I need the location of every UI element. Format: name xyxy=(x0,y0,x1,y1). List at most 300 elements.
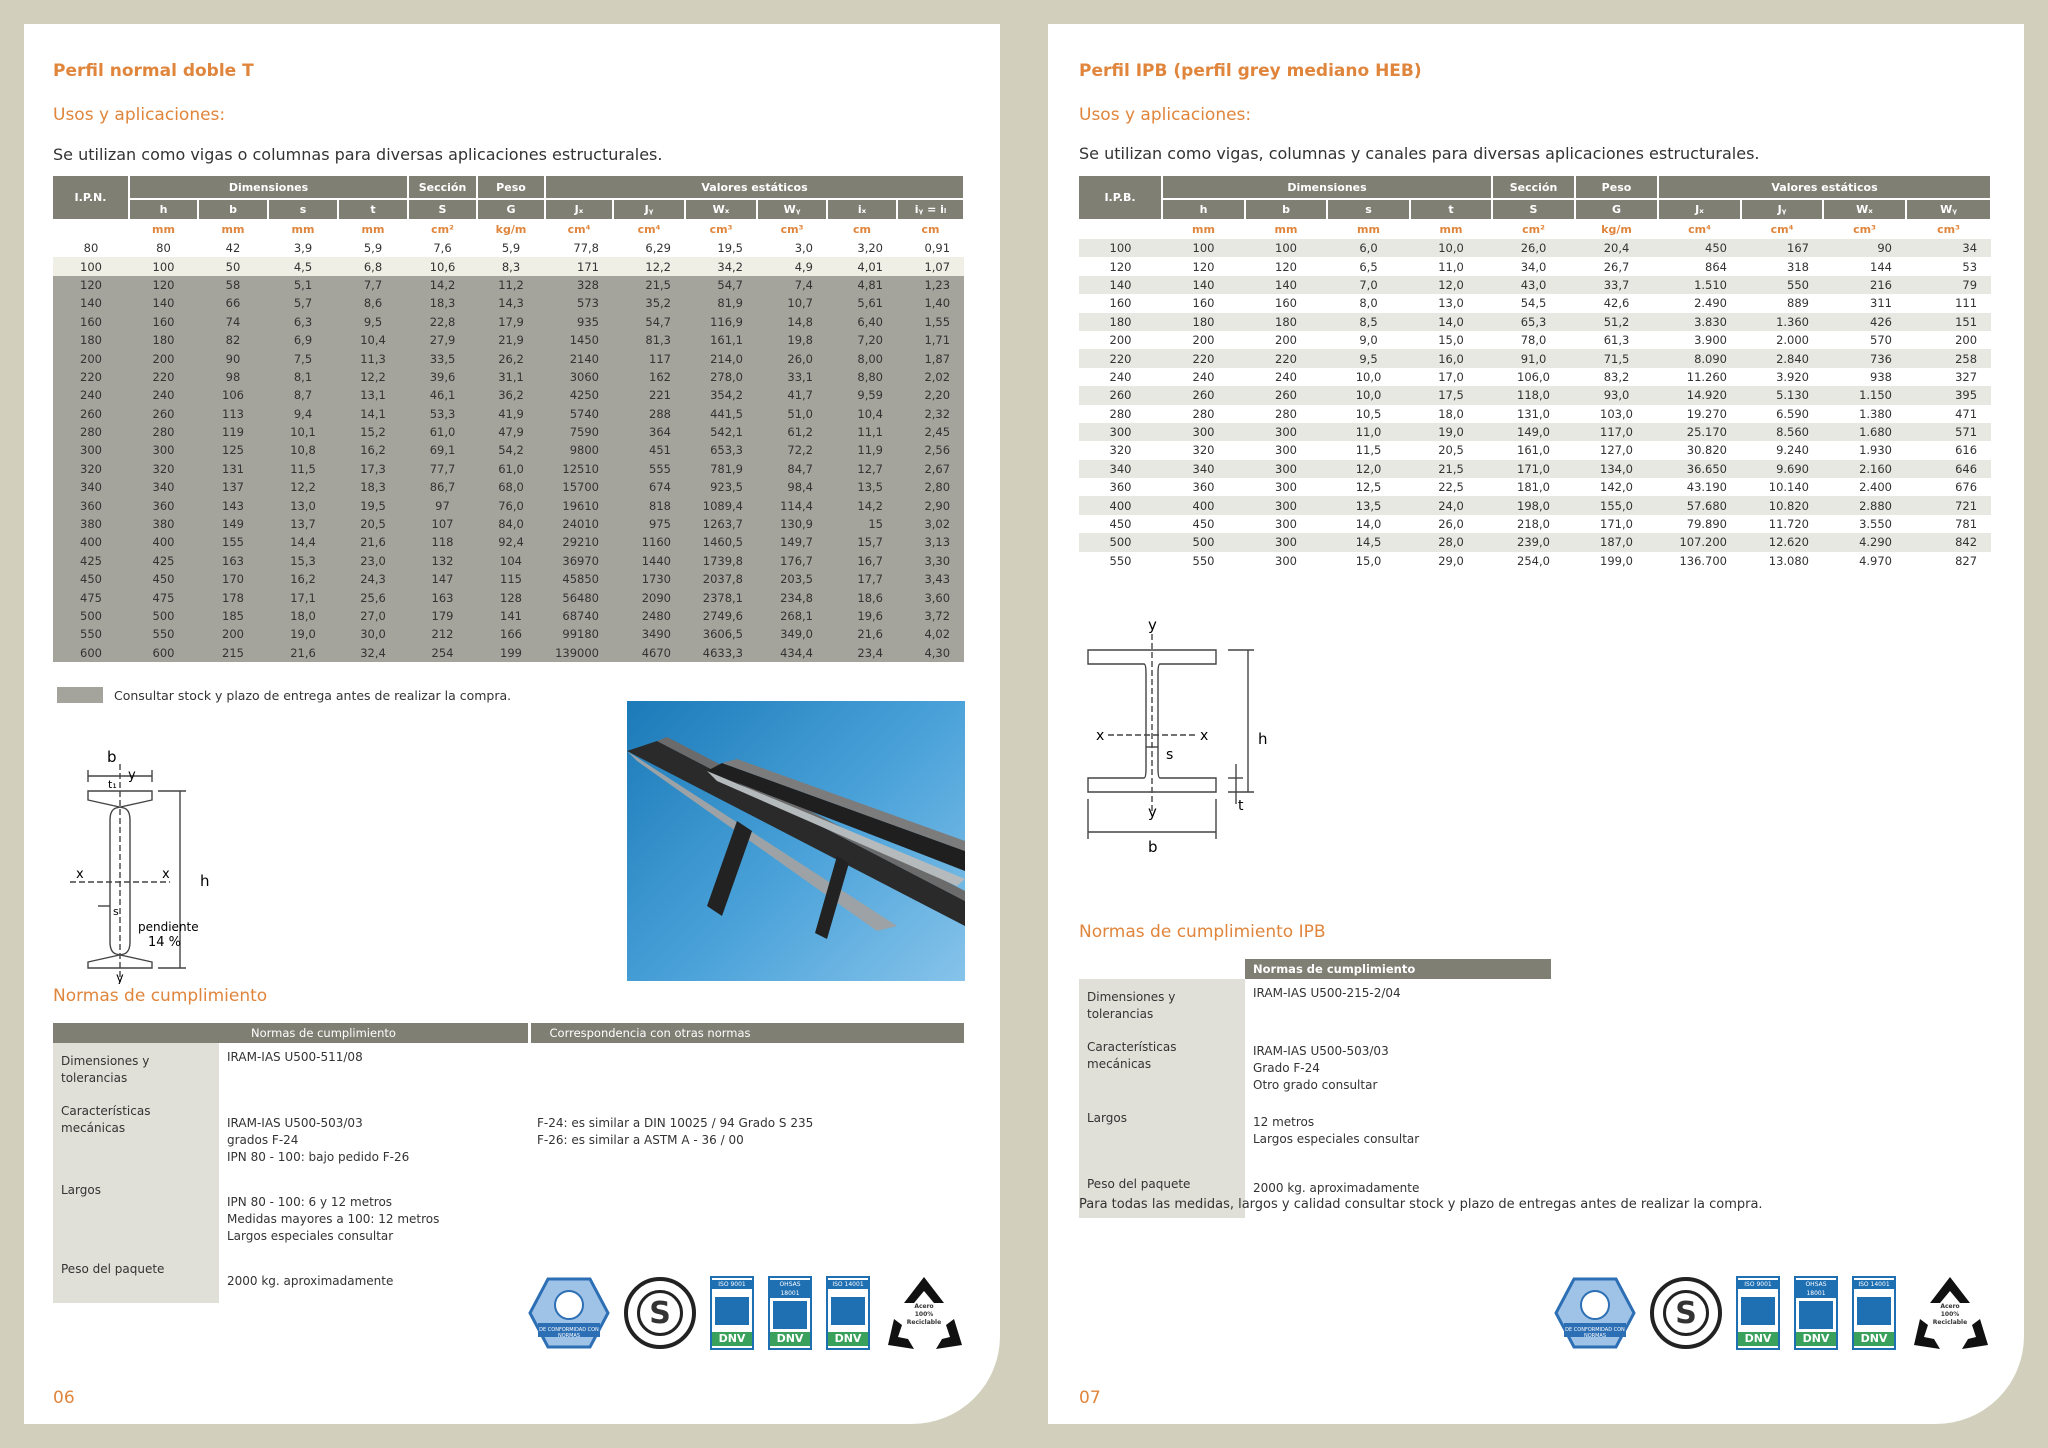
table-cell: 2,45 xyxy=(897,423,964,441)
table-row xyxy=(53,625,964,643)
table-cell: 86,7 xyxy=(408,478,477,496)
table-cell: 23,4 xyxy=(827,644,897,662)
normas-table xyxy=(1079,959,1551,1218)
table-cell: 36.650 xyxy=(1658,460,1741,478)
table-cell: 18,0 xyxy=(268,607,338,625)
col-header: Wₓ xyxy=(685,199,757,219)
unit-header: cm² xyxy=(408,219,477,239)
row-label: 360 xyxy=(1079,478,1162,496)
table-cell: 4,30 xyxy=(897,644,964,662)
table-cell: 19.270 xyxy=(1658,405,1741,423)
table-cell: 736 xyxy=(1823,349,1906,367)
table-row xyxy=(53,368,964,386)
table-row xyxy=(1079,423,1991,441)
table-cell: 6,40 xyxy=(827,313,897,331)
table-cell: 56480 xyxy=(545,588,613,606)
label-pendiente: pendiente xyxy=(138,920,199,934)
norm-label: Largos xyxy=(1079,1100,1245,1166)
table-cell: 380 xyxy=(129,515,198,533)
table-cell: 68,0 xyxy=(477,478,545,496)
table-cell: 8,80 xyxy=(827,368,897,386)
table-cell: 938 xyxy=(1823,368,1906,386)
table-cell: 5,9 xyxy=(477,239,545,257)
table-cell: 395 xyxy=(1906,386,1991,404)
table-cell: 781 xyxy=(1906,515,1991,533)
table-cell: 166 xyxy=(477,625,545,643)
table-cell: 2.840 xyxy=(1741,349,1823,367)
table-cell: 4.290 xyxy=(1823,533,1906,551)
table-cell: 450 xyxy=(129,570,198,588)
table-cell: 1263,7 xyxy=(685,515,757,533)
table-cell: 27,0 xyxy=(338,607,408,625)
section-subtitle: Usos y aplicaciones: xyxy=(53,105,226,125)
dnv-iso18001-logo xyxy=(768,1276,812,1350)
table-cell: 84,0 xyxy=(477,515,545,533)
table-cell: 12,0 xyxy=(1410,276,1492,294)
table-cell: 3.550 xyxy=(1823,515,1906,533)
table-cell: 1460,5 xyxy=(685,533,757,551)
table-cell: 17,1 xyxy=(268,588,338,606)
table-cell: 1,40 xyxy=(897,294,964,312)
table-cell: 200 xyxy=(129,349,198,367)
dnv-label: DNV xyxy=(770,1332,810,1346)
col-header: b xyxy=(198,199,268,219)
table-cell: 127,0 xyxy=(1575,441,1658,459)
table-cell: 1450 xyxy=(545,331,613,349)
table-row xyxy=(53,552,964,570)
table-cell: 149 xyxy=(198,515,268,533)
table-row xyxy=(53,460,964,478)
table-row xyxy=(53,423,964,441)
norm-value xyxy=(219,1251,529,1303)
table-cell: 3,43 xyxy=(897,570,964,588)
table-cell: 16,2 xyxy=(268,570,338,588)
table-cell: 46,1 xyxy=(408,386,477,404)
table-cell: 781,9 xyxy=(685,460,757,478)
row-label: 400 xyxy=(53,533,129,551)
table-cell: 54,5 xyxy=(1492,294,1575,312)
table-cell: 27,9 xyxy=(408,331,477,349)
table-cell: 42,6 xyxy=(1575,294,1658,312)
table-cell: 280 xyxy=(1245,405,1327,423)
norm-value-line: Grado F-24 xyxy=(1253,1061,1320,1075)
table-cell: 61,3 xyxy=(1575,331,1658,349)
table-cell: 1440 xyxy=(613,552,685,570)
table-cell: 43,0 xyxy=(1492,276,1575,294)
table-row xyxy=(53,496,964,514)
table-cell: 471 xyxy=(1906,405,1991,423)
table-cell: 9800 xyxy=(545,441,613,459)
norm-value-line: Medidas mayores a 100: 12 metros xyxy=(227,1212,440,1226)
row-label: 220 xyxy=(1079,349,1162,367)
table-cell: 2480 xyxy=(613,607,685,625)
table-cell: 14,4 xyxy=(268,533,338,551)
table-cell: 550 xyxy=(1162,552,1245,570)
norm-label: Peso del paquete xyxy=(1079,1166,1245,1218)
table-cell: 81,3 xyxy=(613,331,685,349)
table-cell: 3,13 xyxy=(897,533,964,551)
table-cell: 215 xyxy=(198,644,268,662)
norm-value-line: Largos especiales consultar xyxy=(1253,1132,1420,1146)
unit-header: cm³ xyxy=(757,219,827,239)
table-cell: 16,2 xyxy=(338,441,408,459)
table-cell: 43.190 xyxy=(1658,478,1741,496)
table-cell: 77,8 xyxy=(545,239,613,257)
dnv-iso9001-logo xyxy=(710,1276,754,1350)
table-cell: 21,5 xyxy=(1410,460,1492,478)
table-row xyxy=(1079,257,1991,275)
table-cell: 34,2 xyxy=(685,257,757,275)
table-cell: 864 xyxy=(1658,257,1741,275)
norm-label: Dimensiones y tolerancias xyxy=(1079,979,1245,1029)
row-header: I.P.B. xyxy=(1079,176,1162,219)
table-cell: 2.000 xyxy=(1741,331,1823,349)
table-cell: 2,02 xyxy=(897,368,964,386)
table-cell: 13,5 xyxy=(827,478,897,496)
page-number: 07 xyxy=(1079,1388,1101,1408)
table-cell: 24,0 xyxy=(1410,496,1492,514)
table-cell: 12,2 xyxy=(268,478,338,496)
table-cell: 653,3 xyxy=(685,441,757,459)
table-cell: 11,5 xyxy=(1327,441,1410,459)
col-header: Jᵧ xyxy=(1741,199,1823,219)
table-cell: 646 xyxy=(1906,460,1991,478)
table-cell: 11,3 xyxy=(338,349,408,367)
unit-header: cm xyxy=(827,219,897,239)
norm-value-line: IRAM-IAS U500-215-2/04 xyxy=(1253,986,1401,1000)
table-cell: 2749,6 xyxy=(685,607,757,625)
iso-label: ISO 14001 xyxy=(1854,1280,1894,1289)
label-b: b xyxy=(107,748,117,766)
row-label: 200 xyxy=(1079,331,1162,349)
row-label: 550 xyxy=(1079,552,1162,570)
intro-text: Se utilizan como vigas o columnas para diversas aplicaciones estructurales. xyxy=(53,145,663,164)
section-subtitle: Usos y aplicaciones: xyxy=(1079,105,1252,125)
col-header: Wᵧ xyxy=(1906,199,1991,219)
norm-label: Dimensiones y tolerancias xyxy=(53,1043,219,1093)
table-cell: 239,0 xyxy=(1492,533,1575,551)
col-header: iᵧ = iₗ xyxy=(897,199,964,219)
table-cell: 400 xyxy=(129,533,198,551)
table-cell: 434,4 xyxy=(757,644,827,662)
table-cell: 7,0 xyxy=(1327,276,1410,294)
recycle-logo xyxy=(1910,1273,1990,1353)
iram-logo xyxy=(528,1277,610,1349)
row-label: 200 xyxy=(53,349,129,367)
table-cell: 118,0 xyxy=(1492,386,1575,404)
table-cell: 32,4 xyxy=(338,644,408,662)
table-cell: 53,3 xyxy=(408,405,477,423)
table-cell: 41,9 xyxy=(477,405,545,423)
table-cell: 570 xyxy=(1823,331,1906,349)
dnv-label: DNV xyxy=(712,1332,752,1346)
table-cell: 260 xyxy=(129,405,198,423)
table-cell: 3,72 xyxy=(897,607,964,625)
table-cell: 114,4 xyxy=(757,496,827,514)
table-cell: 119 xyxy=(198,423,268,441)
table-cell: 18,0 xyxy=(1410,405,1492,423)
table-cell: 4250 xyxy=(545,386,613,404)
table-cell: 21,5 xyxy=(613,276,685,294)
table-cell: 160 xyxy=(1245,294,1327,312)
table-cell: 17,7 xyxy=(827,570,897,588)
table-cell: 451 xyxy=(613,441,685,459)
table-cell: 4670 xyxy=(613,644,685,662)
normas-title: Normas de cumplimiento xyxy=(53,986,268,1006)
table-cell: 2.160 xyxy=(1823,460,1906,478)
table-cell: 24010 xyxy=(545,515,613,533)
table-cell: 13.080 xyxy=(1741,552,1823,570)
table-cell: 13,5 xyxy=(1327,496,1410,514)
table-cell: 61,2 xyxy=(757,423,827,441)
table-cell: 4,9 xyxy=(757,257,827,275)
table-cell: 28,0 xyxy=(1410,533,1492,551)
table-cell: 6.590 xyxy=(1741,405,1823,423)
table-cell: 7,20 xyxy=(827,331,897,349)
table-row xyxy=(53,405,964,423)
table-cell: 24,3 xyxy=(338,570,408,588)
correspondencia-head: Correspondencia con otras normas xyxy=(529,1023,964,1043)
row-label: 600 xyxy=(53,644,129,662)
table-cell: 2090 xyxy=(613,588,685,606)
table-cell: 1.930 xyxy=(1823,441,1906,459)
table-cell: 18,6 xyxy=(827,588,897,606)
table-cell: 117,0 xyxy=(1575,423,1658,441)
page-number: 06 xyxy=(53,1388,75,1408)
table-cell: 4633,3 xyxy=(685,644,757,662)
table-cell: 100 xyxy=(1162,239,1245,257)
row-label: 140 xyxy=(53,294,129,312)
table-cell: 29,0 xyxy=(1410,552,1492,570)
norm-value xyxy=(219,1172,529,1251)
normas-title: Normas de cumplimiento IPB xyxy=(1079,922,1326,942)
row-label: 80 xyxy=(53,239,129,257)
table-cell: 10.820 xyxy=(1741,496,1823,514)
table-cell: 93,0 xyxy=(1575,386,1658,404)
group-peso: Peso xyxy=(1575,176,1658,199)
row-label: 380 xyxy=(53,515,129,533)
table-cell: 36,2 xyxy=(477,386,545,404)
table-cell: 199 xyxy=(477,644,545,662)
table-cell: 16,7 xyxy=(827,552,897,570)
table-cell: 90 xyxy=(1823,239,1906,257)
anchor-icon xyxy=(715,1297,749,1325)
dnv-iso9001-logo xyxy=(1736,1276,1780,1350)
table-cell: 77,7 xyxy=(408,460,477,478)
anchor-icon xyxy=(1741,1297,1775,1325)
table-cell: 81,9 xyxy=(685,294,757,312)
table-cell: 15,7 xyxy=(827,533,897,551)
row-label: 320 xyxy=(1079,441,1162,459)
table-cell: 115 xyxy=(477,570,545,588)
legend-text: Consultar stock y plazo de entrega antes de realizar la compra. xyxy=(114,687,512,703)
anchor-icon xyxy=(831,1297,865,1325)
table-cell: 8,6 xyxy=(338,294,408,312)
table-cell: 14,8 xyxy=(757,313,827,331)
table-row xyxy=(53,294,964,312)
table-cell: 2140 xyxy=(545,349,613,367)
table-cell: 320 xyxy=(1162,441,1245,459)
table-cell: 5740 xyxy=(545,405,613,423)
page-title: Perfil IPB (perfil grey mediano HEB) xyxy=(1079,61,1422,81)
table-cell: 4,02 xyxy=(897,625,964,643)
table-cell: 147 xyxy=(408,570,477,588)
table-cell: 151 xyxy=(1906,313,1991,331)
norm-value-line: Largos especiales consultar xyxy=(227,1229,394,1243)
table-cell: 17,9 xyxy=(477,313,545,331)
table-cell: 260 xyxy=(1245,386,1327,404)
table-cell: 234,8 xyxy=(757,588,827,606)
table-cell: 3,30 xyxy=(897,552,964,570)
row-label: 100 xyxy=(53,257,129,275)
table-cell: 300 xyxy=(1245,423,1327,441)
unit-header: cm⁴ xyxy=(545,219,613,239)
table-cell: 83,2 xyxy=(1575,368,1658,386)
table-cell: 10,4 xyxy=(338,331,408,349)
table-cell: 17,3 xyxy=(338,460,408,478)
table-cell: 11,2 xyxy=(477,276,545,294)
table-cell: 155,0 xyxy=(1575,496,1658,514)
table-cell: 240 xyxy=(129,386,198,404)
row-label: 280 xyxy=(1079,405,1162,423)
table-cell: 13,1 xyxy=(338,386,408,404)
col-header: Jₓ xyxy=(545,199,613,219)
table-cell: 128 xyxy=(477,588,545,606)
table-cell: 74 xyxy=(198,313,268,331)
table-cell: 1,71 xyxy=(897,331,964,349)
table-cell: 600 xyxy=(129,644,198,662)
table-cell: 34 xyxy=(1906,239,1991,257)
page-left xyxy=(24,24,1000,1424)
table-cell: 25.170 xyxy=(1658,423,1741,441)
table-cell: 674 xyxy=(613,478,685,496)
table-cell: 6,29 xyxy=(613,239,685,257)
table-cell: 10,1 xyxy=(268,423,338,441)
table-cell: 54,7 xyxy=(613,313,685,331)
table-row xyxy=(1079,496,1991,514)
ipn-diagram xyxy=(50,724,230,984)
table-cell: 30,0 xyxy=(338,625,408,643)
table-cell: 3,02 xyxy=(897,515,964,533)
label-s: s xyxy=(113,905,119,918)
table-cell: 82 xyxy=(198,331,268,349)
row-label: 140 xyxy=(1079,276,1162,294)
table-cell: 131,0 xyxy=(1492,405,1575,423)
label-x-right: x xyxy=(162,867,170,882)
table-cell: 140 xyxy=(129,294,198,312)
table-cell: 2.880 xyxy=(1823,496,1906,514)
table-cell: 1.380 xyxy=(1823,405,1906,423)
table-cell: 5,7 xyxy=(268,294,338,312)
row-label: 220 xyxy=(53,368,129,386)
table-cell: 550 xyxy=(1741,276,1823,294)
label-y-bottom: y xyxy=(1148,803,1157,821)
table-cell: 54,7 xyxy=(685,276,757,294)
table-cell: 10,6 xyxy=(408,257,477,275)
table-cell: 132 xyxy=(408,552,477,570)
table-cell: 8,5 xyxy=(1327,313,1410,331)
table-cell: 2037,8 xyxy=(685,570,757,588)
row-label: 260 xyxy=(53,405,129,423)
table-cell: 117 xyxy=(613,349,685,367)
table-cell: 7,7 xyxy=(338,276,408,294)
table-cell: 340 xyxy=(1162,460,1245,478)
unit-header: cm⁴ xyxy=(613,219,685,239)
unit-header: mm xyxy=(1162,219,1245,239)
table-cell: 1160 xyxy=(613,533,685,551)
table-cell: 616 xyxy=(1906,441,1991,459)
label-pct: 14 % xyxy=(148,935,182,950)
table-cell: 300 xyxy=(1245,552,1327,570)
row-label: 340 xyxy=(1079,460,1162,478)
col-header: iₓ xyxy=(827,199,897,219)
recycle-text: Acero 100% Reciclable xyxy=(906,1303,942,1326)
recycle-text: Acero 100% Reciclable xyxy=(1932,1303,1968,1326)
purchase-note: Para todas las medidas, largos y calidad consultar stock y plazo de entregas antes de realizar la compra. xyxy=(1079,1197,1763,1212)
table-cell: 4,01 xyxy=(827,257,897,275)
unit-header: kg/m xyxy=(477,219,545,239)
table-cell: 181,0 xyxy=(1492,478,1575,496)
table-cell: 2,32 xyxy=(897,405,964,423)
table-cell: 179 xyxy=(408,607,477,625)
table-cell: 5.130 xyxy=(1741,386,1823,404)
row-label: 120 xyxy=(53,276,129,294)
table-cell: 61,0 xyxy=(408,423,477,441)
table-cell: 360 xyxy=(1162,478,1245,496)
group-dimensiones: Dimensiones xyxy=(1162,176,1492,199)
table-cell: 35,2 xyxy=(613,294,685,312)
iso-label: OHSAS 18001 xyxy=(770,1280,810,1298)
table-cell: 13,0 xyxy=(268,496,338,514)
table-cell: 300 xyxy=(1245,441,1327,459)
table-cell: 98,4 xyxy=(757,478,827,496)
unit-header: mm xyxy=(1410,219,1492,239)
table-cell: 66 xyxy=(198,294,268,312)
table-cell: 11,1 xyxy=(827,423,897,441)
table-row xyxy=(1079,368,1991,386)
table-cell: 180 xyxy=(129,331,198,349)
dnv-label: DNV xyxy=(1854,1332,1894,1346)
table-cell: 5,1 xyxy=(268,276,338,294)
iram-text: DE CONFORMIDAD CON NORMAS xyxy=(539,1327,599,1339)
product-photo xyxy=(627,701,965,981)
legend xyxy=(57,687,511,703)
table-cell: 92,4 xyxy=(477,533,545,551)
iram-text: DE CONFORMIDAD CON NORMAS xyxy=(1565,1327,1625,1339)
table-cell: 15,2 xyxy=(338,423,408,441)
dnv-iso14001-logo xyxy=(826,1276,870,1350)
table-cell: 21,9 xyxy=(477,331,545,349)
table-cell: 99180 xyxy=(545,625,613,643)
row-label: 500 xyxy=(1079,533,1162,551)
table-cell: 500 xyxy=(1162,533,1245,551)
table-cell: 69,1 xyxy=(408,441,477,459)
table-row xyxy=(53,331,964,349)
table-row xyxy=(53,478,964,496)
table-row xyxy=(53,607,964,625)
table-row xyxy=(1079,478,1991,496)
norm-row xyxy=(53,1093,964,1172)
row-label: 120 xyxy=(1079,257,1162,275)
table-cell: 91,0 xyxy=(1492,349,1575,367)
col-header: t xyxy=(338,199,408,219)
table-row xyxy=(1079,294,1991,312)
table-cell: 100 xyxy=(129,257,198,275)
table-cell: 79.890 xyxy=(1658,515,1741,533)
col-header: t xyxy=(1410,199,1492,219)
unit-header: mm xyxy=(1327,219,1410,239)
table-cell: 218,0 xyxy=(1492,515,1575,533)
